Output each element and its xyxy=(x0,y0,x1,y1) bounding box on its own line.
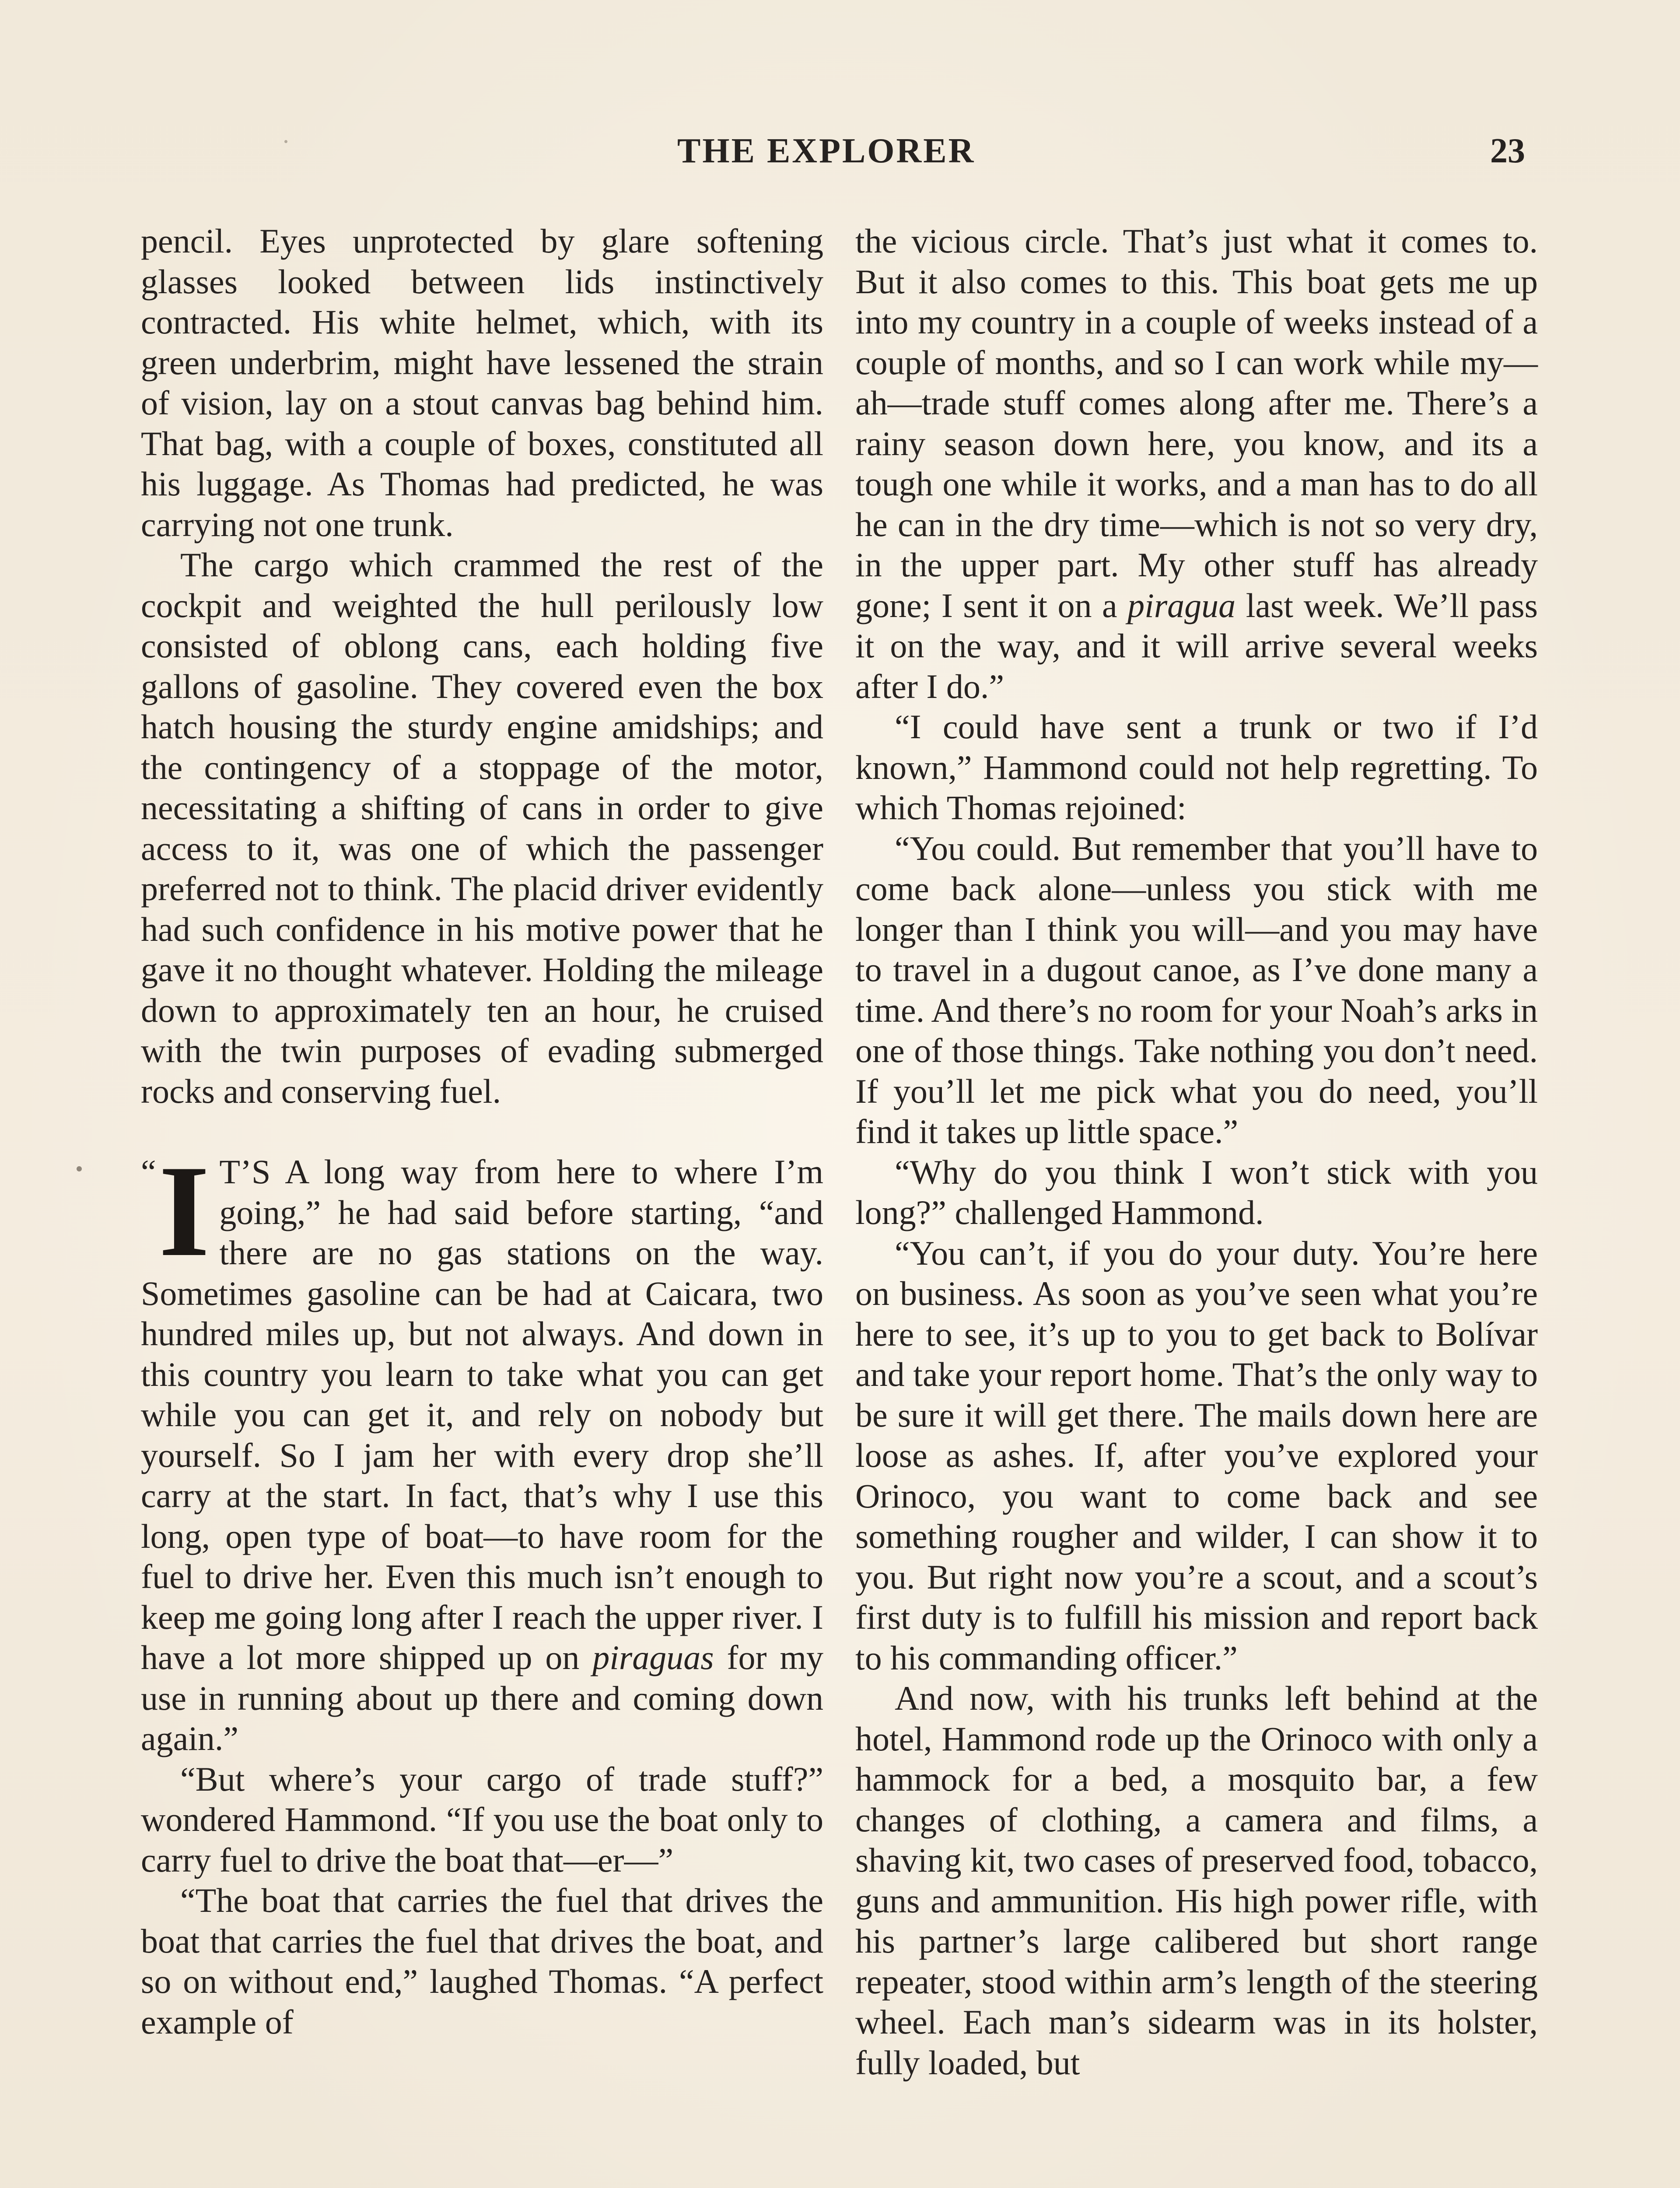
paragraph xyxy=(855,221,1538,707)
paragraph-text: the vicious circle. That’s just what it comes to. But it also comes to this. This boat gets me up into my country in a couple of weeks instead of a couple of months, and so I can work while my—ah—trade stuff comes along after me. There’s a rainy season down here, you know, and its a tough one while it works, and a man has to do all he can in the dry time—which is not so very dry, in the upper part. My other stuff has already gone; I sent it on a xyxy=(855,222,1538,624)
paragraph-text: T’S A long way from here to where I’m going,” he had said before starting, “and there are no gas stations on the way. Sometimes gasoline can be had at Caicara, two hundred miles up, but not always. And down in this country you learn to take what you can get while you can get it, and rely on nobody but yourself. So I jam her with every drop she’ll carry at the start. In fact, that’s why I use this long, open type of boat—to have room for the fuel to drive her. Even this much isn’t enough to keep me going long after I reach the upper river. I have a lot more shipped up on xyxy=(141,1153,823,1676)
paragraph: The cargo which crammed the rest of the cockpit and weighted the hull perilously low consisted of oblong cans, each holding five gallons of gasoline. They covered even the box hatch housing the sturdy engine amidships; and the contingency of a stoppage of the motor, necessitating a shifting of cans in order to give access to it, was one of which the passenger preferred not to think. The placid driver evidently had such confidence in his motive power that he gave it no thought whatever. Holding the mileage down to approximately ten an hour, he cruised with the twin purposes of evading submerged rocks and conserving fuel. xyxy=(141,546,823,1110)
page-number: 23 xyxy=(1490,132,1525,170)
italic-word: piraguas xyxy=(592,1638,714,1676)
section-break xyxy=(141,1112,823,1152)
paragraph-text-end: for my use in running about up there and coming down again.” xyxy=(141,1638,823,1757)
italic-word: piragua xyxy=(1127,586,1236,624)
paragraph-text-end: last week. We’ll pass it on the way, and it will arrive several weeks after I do.” xyxy=(855,586,1538,705)
right-column xyxy=(855,221,1538,2083)
paragraph: “The boat that carries the fuel that drives the boat that carries the fuel that drives the boat, and so on without end,” laughed Thomas. “A perfect example of xyxy=(141,1881,823,2041)
paragraph: “You can’t, if you do your duty. You’re here on business. As soon as you’ve seen what you’re here to see, it’s up to you to get back to Bolívar and take your report home. That’s the only way to be sure it will get there. The mails down here are loose as ashes. If, after you’ve explored your Orinoco, you want to come back and see something rougher and wilder, I can show it to you. But right now you’re a scout, and a scout’s first duty is to fulfill his mission and report back to his commanding officer.” xyxy=(855,1234,1538,1677)
drop-cap-letter: I xyxy=(158,1138,210,1283)
paper-speck xyxy=(284,140,287,143)
running-title: THE EXPLORER xyxy=(677,132,976,170)
paragraph: “Why do you think I won’t stick with you long?” challenged Hammond. xyxy=(855,1153,1538,1231)
left-column xyxy=(141,221,823,2042)
paragraph: pencil. Eyes unprotected by glare softening glasses looked between lids instinctively contracted. His white helmet, which, with its green underbrim, might have lessened the strain of vision, lay on a stout canvas bag behind him. That bag, with a couple of boxes, constituted all his luggage. As Thomas had predicted, he was carrying not one trunk. xyxy=(141,222,823,543)
paragraph: “But where’s your cargo of trade stuff?” wondered Hammond. “If you use the boat only to carry fuel to drive the boat that—er—” xyxy=(141,1760,823,1879)
opening-quote-mark: “ xyxy=(141,1153,156,1191)
paragraph: And now, with his trunks left behind at the hotel, Hammond rode up the Orinoco with only a hammock for a bed, a mosquito bar, a few changes of clothing, a camera and films, a shaving kit, two cases of preserved food, tobacco, guns and ammunition. His high power rifle, with his partner’s large calibered but short range repeater, stood within arm’s length of the steering wheel. Each man’s sidearm was in its holster, fully loaded, but xyxy=(855,1679,1538,2082)
paper-speck xyxy=(77,1166,82,1171)
drop-cap-paragraph xyxy=(141,1138,823,1759)
running-header xyxy=(677,131,1552,179)
paragraph: “You could. But remember that you’ll have to come back alone—unless you stick with me longer than I think you will—and you may have to travel in a dugout canoe, as I’ve done many a time. And there’s no room for your Noah’s arks in one of those things. Take nothing you don’t need. If you’ll let me pick what you do need, you’ll find it takes up little space.” xyxy=(855,829,1538,1150)
paragraph: “I could have sent a trunk or two if I’d known,” Hammond could not help regretting. To which Thomas rejoined: xyxy=(855,708,1538,827)
